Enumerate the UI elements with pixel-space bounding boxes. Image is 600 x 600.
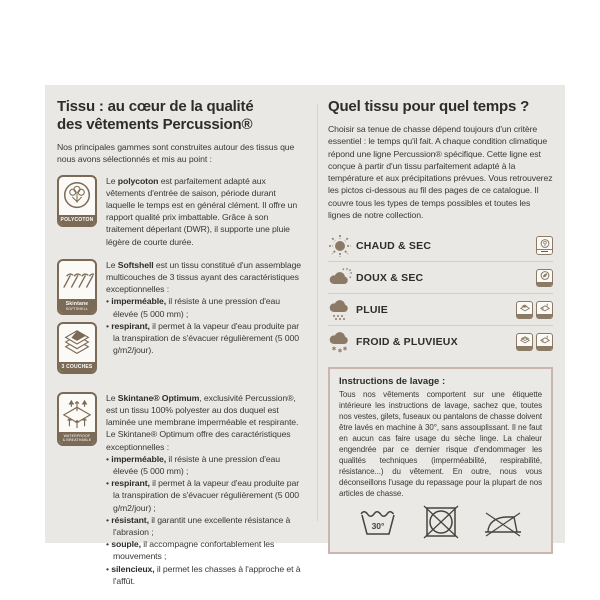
weather-label: DOUX & SEC bbox=[356, 271, 424, 284]
softshell-text: Le Softshell est un tissu constitué d'un assemblage multicouches de 3 tissus ayant des caractéristiques exceptionnelles : bbox=[106, 259, 302, 295]
skintane-softshell-icon-label: Skintane SOFTSHELL bbox=[59, 299, 95, 313]
polycoton-icon bbox=[57, 175, 97, 227]
three-couches-icon-label: 3 COUCHES bbox=[59, 362, 95, 372]
feature-item: • résistant, il garantit une excellente résistance à l'abrasion ; bbox=[106, 514, 307, 538]
wash-30-icon bbox=[355, 505, 401, 544]
weather-label: CHAUD & SEC bbox=[356, 239, 432, 252]
feature-item: • souple, il accompagne confortablement les mouvements ; bbox=[106, 538, 307, 562]
feature-item: • respirant, il permet à la vapeur d'eau produite par la transpiration de s'évacuer régulièrement (5 000 g/m2/jour) ; bbox=[106, 477, 307, 514]
weather-row-froid-pluvieux bbox=[328, 326, 553, 357]
fabric-quality-column bbox=[57, 98, 307, 586]
column-divider bbox=[317, 104, 318, 521]
skintane-optimum-text: Le Skintane® Optimum, exclusivité Percussion®, est un tissu 100% polyester au dos duquel est laminée une membrane imperméable et respirante. Le Skintane® Optimum offre des caractéristiques exceptionnelles : bbox=[106, 392, 299, 452]
membrane-mini-icon bbox=[536, 333, 553, 351]
left-intro: Nos principales gammes sont construites autour des tissus que nous avons sélectionnés et mis au point : bbox=[57, 142, 295, 165]
section-skintane-optimum bbox=[57, 392, 307, 587]
no-tumble-dry-icon bbox=[421, 505, 461, 544]
waterproof-breathable-icon bbox=[57, 392, 97, 446]
no-iron-icon bbox=[480, 505, 526, 544]
waterproof-breathable-icon-label: WATERPROOF & BREATHABLE bbox=[59, 432, 95, 444]
three-couches-icon bbox=[57, 322, 97, 374]
section-polycoton bbox=[57, 175, 307, 248]
feature-item: • imperméable, il résiste à une pression d'eau élevée (5 000 mm) ; bbox=[106, 295, 307, 319]
skintane-softshell-icon bbox=[57, 259, 97, 315]
wash-body: Tous nos vêtements comportent sur une étiquette intérieure les instructions de lavage, sachez que, toutes nos vestes, gilets, fuseaux ou pantalons de chasse doivent être lavés en machine à 30°, sans assouplissant. Il ne faut en aucun cas faire usage du sèche linge. La chaleur engendrée par ce dernier risque d'endommager les qualités techniques (imperméabilité, respirabilité, résistance...) du vêtement. En outre, nous vous déconseillons l'usage du repassage pour la plupart de nos articles de chasse. bbox=[339, 390, 542, 499]
sun-icon bbox=[328, 234, 356, 258]
catalog-page-panel bbox=[45, 85, 565, 586]
left-title: Tissu : au cœur de la qualité des vêtements Percussion® bbox=[57, 98, 254, 133]
membrane-mini-icon bbox=[536, 301, 553, 319]
cloud-rain-icon bbox=[328, 297, 356, 323]
softshell-features bbox=[106, 295, 307, 356]
layers-mini-icon bbox=[516, 301, 533, 319]
cloud-snow-icon bbox=[328, 329, 356, 355]
weather-row-pluie bbox=[328, 294, 553, 326]
weather-label: PLUIE bbox=[356, 303, 388, 316]
washing-instructions-box bbox=[328, 367, 553, 554]
weather-guide-column bbox=[328, 98, 553, 531]
feature-item: • imperméable, il résiste à une pression d'eau élevée (5 000 mm) ; bbox=[106, 453, 307, 477]
section-softshell bbox=[57, 259, 307, 381]
polycoton-mini-icon bbox=[536, 236, 553, 255]
right-title: Quel tissu pour quel temps ? bbox=[328, 98, 530, 115]
care-symbols bbox=[339, 499, 542, 544]
weather-row-chaud-sec bbox=[328, 230, 553, 262]
wash-title: Instructions de lavage : bbox=[339, 376, 446, 388]
right-intro: Choisir sa tenue de chasse dépend toujours d'un critère essentiel : le temps qu'il fait. A chaque condition climatique répond une ligne Percussion® spécifique. Cette ligne est conçue à partir d'un tissu parfaitement adapté à la température et aux précipitations prévues. Vous retrouverez les pictos ci-dessous au fil des pages de ce catalogue. Il couvre tous les types de temps possibles et toutes les lignes de notre collection. bbox=[328, 124, 553, 221]
wash-temp-label: 30° bbox=[371, 521, 385, 532]
layers-mini-icon bbox=[516, 333, 533, 351]
feature-item: • respirant, il permet à la vapeur d'eau produite par la transpiration de s'évacuer régulièrement (5 000 g/m2/jour). bbox=[106, 320, 307, 357]
leaf-mini-icon bbox=[536, 269, 553, 287]
skintane-optimum-features bbox=[106, 453, 307, 587]
weather-fabric-table bbox=[328, 230, 553, 357]
polycoton-icon-label: POLYCOTON bbox=[60, 216, 94, 223]
cloud-sun-icon bbox=[328, 266, 356, 290]
weather-label: FROID & PLUVIEUX bbox=[356, 335, 458, 348]
feature-item: • silencieux, il permet les chasses à l'approche et à l'affût. bbox=[106, 563, 307, 587]
polycoton-text: Le polycoton est parfaitement adapté aux vêtements d'entrée de saison, période durant laquelle le temps est en général clément. Il offre un rapport qualité prix imbattable. Grâce à son traitement déperlant (DWR), il supporte une pluie légère de courte durée. bbox=[106, 175, 298, 247]
weather-row-doux-sec bbox=[328, 262, 553, 294]
